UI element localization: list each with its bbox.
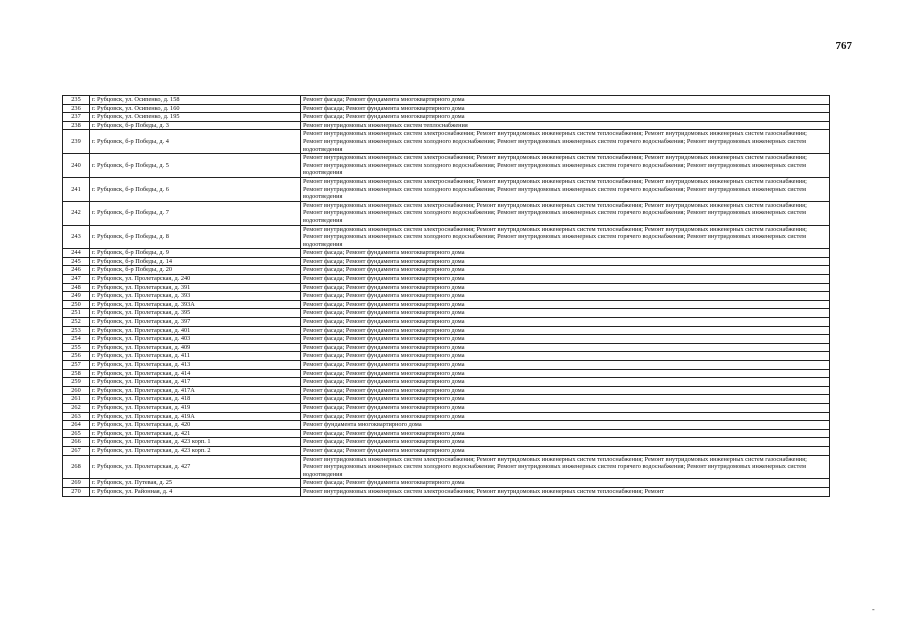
table-row — [63, 121, 830, 130]
address-cell: г. Рубцовск, ул. Пролетарская, д. 417 — [90, 378, 301, 387]
table-row — [63, 292, 830, 301]
works-cell: Ремонт фасада; Ремонт фундамента многоквартирного дома — [301, 395, 830, 404]
table-row — [63, 395, 830, 404]
address-cell: г. Рубцовск, ул. Пролетарская, д. 418 — [90, 395, 301, 404]
table-row — [63, 266, 830, 275]
works-cell: Ремонт фасада; Ремонт фундамента многоквартирного дома — [301, 275, 830, 284]
works-cell: Ремонт фасада; Ремонт фундамента многоквартирного дома — [301, 343, 830, 352]
row-number-cell: 256 — [63, 352, 90, 361]
address-cell: г. Рубцовск, ул. Осипенко, д. 158 — [90, 96, 301, 105]
table-row — [63, 283, 830, 292]
works-cell: Ремонт фасада; Ремонт фундамента многоквартирного дома — [301, 309, 830, 318]
address-cell: г. Рубцовск, б-р Победы, д. 4 — [90, 130, 301, 154]
table-row — [63, 479, 830, 488]
table-row — [63, 249, 830, 258]
works-cell: Ремонт фасада; Ремонт фундамента многоквартирного дома — [301, 403, 830, 412]
row-number-cell: 265 — [63, 429, 90, 438]
works-cell: Ремонт внутридомовых инженерных систем электроснабжения; Ремонт внутридомовых инженерных систем теплоснабжения; Ремонт внутридомовых инженерных систем газоснабжения; Ремонт внутридомовых инженерных систем холодного водоснабжения; Ремонт внутридомовых инженерных систем горячего водоснабжения; Ремонт внутридомовых инженерных систем водоотведения — [301, 154, 830, 178]
address-cell: г. Рубцовск, ул. Пролетарская, д. 240 — [90, 275, 301, 284]
address-cell: г. Рубцовск, ул. Пролетарская, д. 414 — [90, 369, 301, 378]
works-cell: Ремонт фасада; Ремонт фундамента многоквартирного дома — [301, 300, 830, 309]
works-cell: Ремонт фасада; Ремонт фундамента многоквартирного дома — [301, 361, 830, 370]
table-row — [63, 177, 830, 201]
row-number-cell: 244 — [63, 249, 90, 258]
works-cell: Ремонт фасада; Ремонт фундамента многоквартирного дома — [301, 438, 830, 447]
row-number-cell: 235 — [63, 96, 90, 105]
row-number-cell: 242 — [63, 201, 90, 225]
table-row — [63, 257, 830, 266]
works-cell: Ремонт фасада; Ремонт фундамента многоквартирного дома — [301, 249, 830, 258]
works-cell: Ремонт фасада; Ремонт фундамента многоквартирного дома — [301, 446, 830, 455]
row-number-cell: 258 — [63, 369, 90, 378]
row-number-cell: 263 — [63, 412, 90, 421]
table-row — [63, 96, 830, 105]
works-cell: Ремонт внутридомовых инженерных систем теплоснабжения — [301, 121, 830, 130]
works-cell: Ремонт внутридомовых инженерных систем электроснабжения; Ремонт внутридомовых инженерных систем теплоснабжения; Ремонт внутридомовых инженерных систем газоснабжения; Ремонт внутридомовых инженерных систем холодного водоснабжения; Ремонт внутридомовых инженерных систем горячего водоснабжения; Ремонт внутридомовых инженерных систем водоотведения — [301, 455, 830, 479]
address-cell: г. Рубцовск, б-р Победы, д. 3 — [90, 121, 301, 130]
table-row — [63, 412, 830, 421]
row-number-cell: 236 — [63, 104, 90, 113]
table-row — [63, 403, 830, 412]
address-cell: г. Рубцовск, ул. Пролетарская, д. 403 — [90, 335, 301, 344]
address-cell: г. Рубцовск, ул. Пролетарская, д. 423 корп. 2 — [90, 446, 301, 455]
address-cell: г. Рубцовск, ул. Пролетарская, д. 401 — [90, 326, 301, 335]
address-cell: г. Рубцовск, ул. Пролетарская, д. 417А — [90, 386, 301, 395]
row-number-cell: 241 — [63, 177, 90, 201]
row-number-cell: 267 — [63, 446, 90, 455]
address-cell: г. Рубцовск, ул. Пролетарская, д. 413 — [90, 361, 301, 370]
table-row — [63, 201, 830, 225]
row-number-cell: 255 — [63, 343, 90, 352]
row-number-cell: 253 — [63, 326, 90, 335]
address-cell: г. Рубцовск, ул. Пролетарская, д. 419 — [90, 403, 301, 412]
address-cell: г. Рубцовск, ул. Пролетарская, д. 423 корп. 1 — [90, 438, 301, 447]
address-cell: г. Рубцовск, ул. Пролетарская, д. 427 — [90, 455, 301, 479]
works-cell: Ремонт фасада; Ремонт фундамента многоквартирного дома — [301, 318, 830, 327]
table-row — [63, 113, 830, 122]
works-cell: Ремонт внутридомовых инженерных систем электроснабжения; Ремонт внутридомовых инженерных систем теплоснабжения; Ремонт внутридомовых инженерных систем газоснабжения; Ремонт внутридомовых инженерных систем холодного водоснабжения; Ремонт внутридомовых инженерных систем горячего водоснабжения; Ремонт внутридомовых инженерных систем водоотведения — [301, 177, 830, 201]
works-cell: Ремонт фасада; Ремонт фундамента многоквартирного дома — [301, 283, 830, 292]
address-cell: г. Рубцовск, б-р Победы, д. 14 — [90, 257, 301, 266]
works-cell: Ремонт внутридомовых инженерных систем электроснабжения; Ремонт внутридомовых инженерных систем теплоснабжения; Ремонт внутридомовых инженерных систем газоснабжения; Ремонт внутридомовых инженерных систем холодного водоснабжения; Ремонт внутридомовых инженерных систем горячего водоснабжения; Ремонт внутридомовых инженерных систем водоотведения — [301, 201, 830, 225]
address-cell: г. Рубцовск, ул. Пролетарская, д. 391 — [90, 283, 301, 292]
table-row — [63, 438, 830, 447]
row-number-cell: 249 — [63, 292, 90, 301]
table-row — [63, 455, 830, 479]
works-cell: Ремонт фасада; Ремонт фундамента многоквартирного дома — [301, 479, 830, 488]
table-row — [63, 429, 830, 438]
works-cell: Ремонт фасада; Ремонт фундамента многоквартирного дома — [301, 96, 830, 105]
works-cell: Ремонт фасада; Ремонт фундамента многоквартирного дома — [301, 369, 830, 378]
address-cell: г. Рубцовск, ул. Пролетарская, д. 421 — [90, 429, 301, 438]
row-number-cell: 259 — [63, 378, 90, 387]
works-cell: Ремонт фундамента многоквартирного дома — [301, 421, 830, 430]
table-row — [63, 326, 830, 335]
works-cell: Ремонт фасада; Ремонт фундамента многоквартирного дома — [301, 429, 830, 438]
address-cell: г. Рубцовск, ул. Пролетарская, д. 395 — [90, 309, 301, 318]
address-cell: г. Рубцовск, б-р Победы, д. 5 — [90, 154, 301, 178]
address-cell: г. Рубцовск, ул. Пролетарская, д. 397 — [90, 318, 301, 327]
row-number-cell: 257 — [63, 361, 90, 370]
address-cell: г. Рубцовск, ул. Районная, д. 4 — [90, 487, 301, 496]
works-cell: Ремонт фасада; Ремонт фундамента многоквартирного дома — [301, 292, 830, 301]
table-row — [63, 361, 830, 370]
works-cell: Ремонт фасада; Ремонт фундамента многоквартирного дома — [301, 352, 830, 361]
registry-table-body — [63, 96, 830, 497]
address-cell: г. Рубцовск, б-р Победы, д. 8 — [90, 225, 301, 249]
address-cell: г. Рубцовск, б-р Победы, д. 9 — [90, 249, 301, 258]
row-number-cell: 254 — [63, 335, 90, 344]
row-number-cell: 261 — [63, 395, 90, 404]
works-cell: Ремонт фасада; Ремонт фундамента многоквартирного дома — [301, 257, 830, 266]
works-cell: Ремонт фасада; Ремонт фундамента многоквартирного дома — [301, 266, 830, 275]
works-cell: Ремонт фасада; Ремонт фундамента многоквартирного дома — [301, 386, 830, 395]
registry-table — [62, 95, 830, 497]
row-number-cell: 238 — [63, 121, 90, 130]
corner-mark: - — [872, 605, 875, 614]
address-cell: г. Рубцовск, ул. Пролетарская, д. 419А — [90, 412, 301, 421]
row-number-cell: 237 — [63, 113, 90, 122]
table-row — [63, 487, 830, 496]
works-cell: Ремонт фасада; Ремонт фундамента многоквартирного дома — [301, 412, 830, 421]
row-number-cell: 252 — [63, 318, 90, 327]
row-number-cell: 260 — [63, 386, 90, 395]
address-cell: г. Рубцовск, б-р Победы, д. 6 — [90, 177, 301, 201]
address-cell: г. Рубцовск, ул. Пролетарская, д. 393А — [90, 300, 301, 309]
address-cell: г. Рубцовск, ул. Пролетарская, д. 393 — [90, 292, 301, 301]
table-row — [63, 225, 830, 249]
works-cell: Ремонт фасада; Ремонт фундамента многоквартирного дома — [301, 378, 830, 387]
row-number-cell: 268 — [63, 455, 90, 479]
address-cell: г. Рубцовск, б-р Победы, д. 7 — [90, 201, 301, 225]
row-number-cell: 262 — [63, 403, 90, 412]
row-number-cell: 245 — [63, 257, 90, 266]
row-number-cell: 270 — [63, 487, 90, 496]
works-cell: Ремонт фасада; Ремонт фундамента многоквартирного дома — [301, 335, 830, 344]
row-number-cell: 264 — [63, 421, 90, 430]
row-number-cell: 243 — [63, 225, 90, 249]
address-cell: г. Рубцовск, ул. Пролетарская, д. 409 — [90, 343, 301, 352]
table-row — [63, 275, 830, 284]
works-cell: Ремонт фасада; Ремонт фундамента многоквартирного дома — [301, 326, 830, 335]
address-cell: г. Рубцовск, ул. Пролетарская, д. 420 — [90, 421, 301, 430]
row-number-cell: 251 — [63, 309, 90, 318]
row-number-cell: 269 — [63, 479, 90, 488]
table-row — [63, 352, 830, 361]
row-number-cell: 248 — [63, 283, 90, 292]
works-cell: Ремонт внутридомовых инженерных систем электроснабжения; Ремонт внутридомовых инженерных систем теплоснабжения; Ремонт внутридомовых инженерных систем газоснабжения; Ремонт внутридомовых инженерных систем холодного водоснабжения; Ремонт внутридомовых инженерных систем горячего водоснабжения; Ремонт внутридомовых инженерных систем водоотведения — [301, 130, 830, 154]
row-number-cell: 240 — [63, 154, 90, 178]
table-row — [63, 309, 830, 318]
address-cell: г. Рубцовск, б-р Победы, д. 20 — [90, 266, 301, 275]
address-cell: г. Рубцовск, ул. Путевая, д. 25 — [90, 479, 301, 488]
row-number-cell: 250 — [63, 300, 90, 309]
table-row — [63, 386, 830, 395]
table-row — [63, 130, 830, 154]
table-row — [63, 421, 830, 430]
table-row — [63, 335, 830, 344]
row-number-cell: 247 — [63, 275, 90, 284]
row-number-cell: 266 — [63, 438, 90, 447]
table-row — [63, 300, 830, 309]
works-cell: Ремонт фасада; Ремонт фундамента многоквартирного дома — [301, 104, 830, 113]
row-number-cell: 239 — [63, 130, 90, 154]
table-row — [63, 318, 830, 327]
table-row — [63, 378, 830, 387]
table-row — [63, 154, 830, 178]
table-row — [63, 369, 830, 378]
table-row — [63, 343, 830, 352]
address-cell: г. Рубцовск, ул. Пролетарская, д. 411 — [90, 352, 301, 361]
table-row — [63, 104, 830, 113]
works-cell: Ремонт внутридомовых инженерных систем электроснабжения; Ремонт внутридомовых инженерных систем теплоснабжения; Ремонт внутридомовых инженерных систем газоснабжения; Ремонт внутридомовых инженерных систем холодного водоснабжения; Ремонт внутридомовых инженерных систем горячего водоснабжения; Ремонт внутридомовых инженерных систем водоотведения — [301, 225, 830, 249]
page-number: 767 — [835, 40, 852, 52]
address-cell: г. Рубцовск, ул. Осипенко, д. 195 — [90, 113, 301, 122]
works-cell: Ремонт фасада; Ремонт фундамента многоквартирного дома — [301, 113, 830, 122]
row-number-cell: 246 — [63, 266, 90, 275]
table-row — [63, 446, 830, 455]
works-cell: Ремонт внутридомовых инженерных систем электроснабжения; Ремонт внутридомовых инженерных систем теплоснабжения; Ремонт — [301, 487, 830, 496]
address-cell: г. Рубцовск, ул. Осипенко, д. 160 — [90, 104, 301, 113]
